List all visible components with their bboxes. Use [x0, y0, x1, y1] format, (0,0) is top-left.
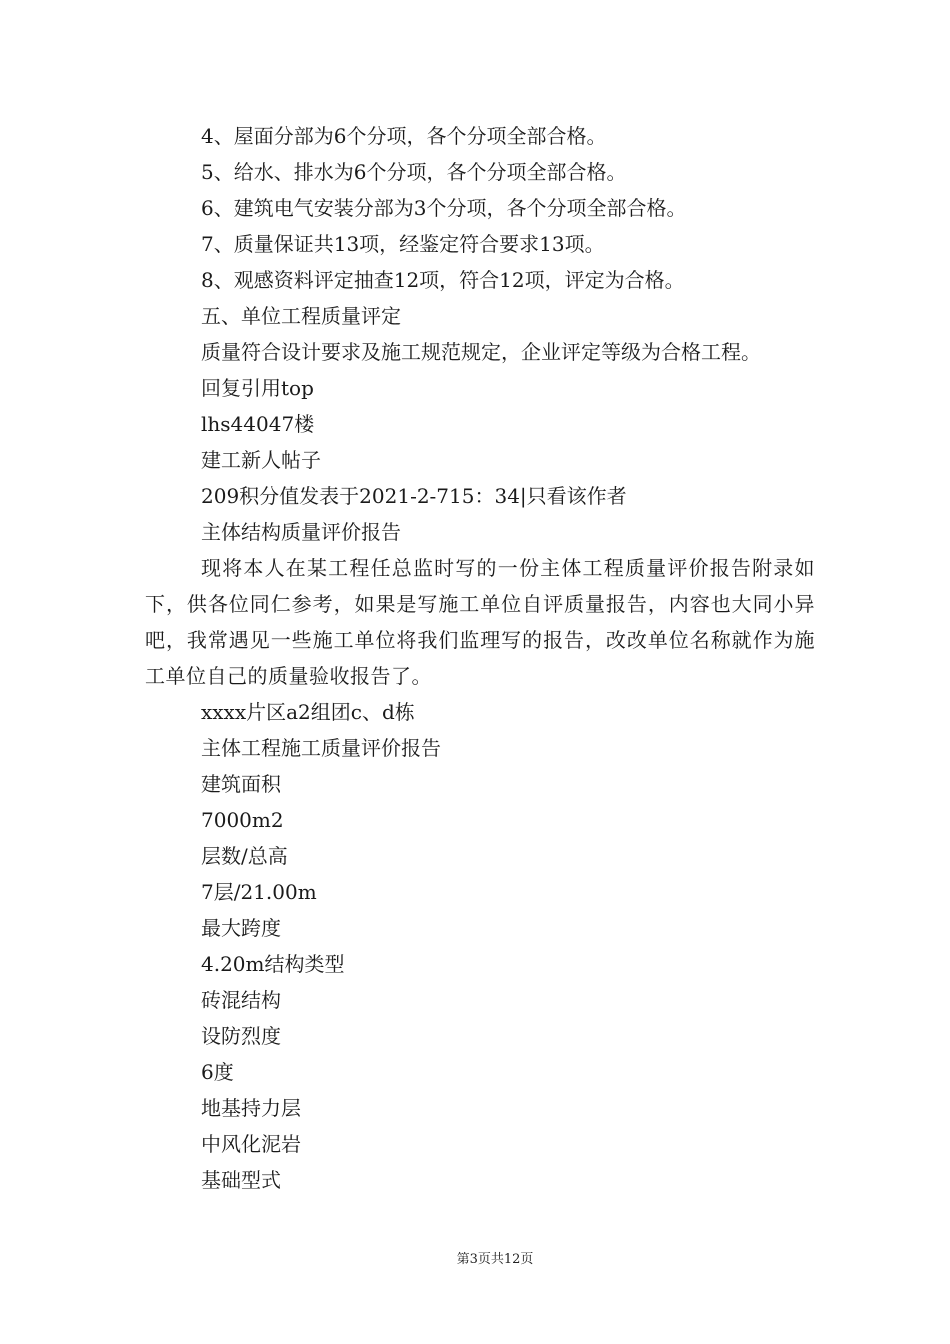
field-label: 地基持力层 — [201, 1096, 301, 1120]
user-rank-label: 建工新人帖子 — [201, 448, 321, 472]
page-footer — [0, 1248, 950, 1267]
section-heading: 五、单位工程质量评定 — [201, 304, 401, 328]
text-line: 6、建筑电气安装分部为3个分项，各个分项全部合格。 — [201, 196, 687, 220]
text-line: 7、质量保证共13项，经鉴定符合要求13项。 — [201, 232, 605, 256]
field-label: 层数/总高 — [201, 844, 288, 868]
text-line: xxxx片区a2组团c、d栋 — [201, 700, 415, 724]
field-value: 7层/21.00m — [201, 880, 317, 904]
report-title: 主体工程施工质量评价报告 — [201, 736, 441, 760]
field-value: 砖混结构 — [201, 988, 281, 1012]
post-title: 主体结构质量评价报告 — [201, 520, 401, 544]
text-line: 质量符合设计要求及施工规范规定，企业评定等级为合格工程。 — [201, 340, 761, 364]
text-line: 8、观感资料评定抽查12项，符合12项，评定为合格。 — [201, 268, 685, 292]
reply-quote-top-link[interactable]: 回复引用top — [201, 376, 314, 400]
field-value: 4.20m结构类型 — [201, 952, 345, 976]
field-label: 建筑面积 — [201, 772, 281, 796]
field-label: 基础型式 — [201, 1168, 281, 1192]
post-meta-line: 209积分值发表于2021-2-715：34|只看该作者 — [201, 484, 627, 508]
text-line: 5、给水、排水为6个分项，各个分项全部合格。 — [201, 160, 627, 184]
page-content — [145, 118, 815, 1198]
field-value: 7000m2 — [201, 808, 284, 832]
field-value: 中风化泥岩 — [201, 1132, 301, 1156]
text-line: 4、屋面分部为6个分项，各个分项全部合格。 — [201, 124, 607, 148]
field-value: 6度 — [201, 1060, 234, 1084]
field-label: 设防烈度 — [201, 1024, 281, 1048]
field-label: 最大跨度 — [201, 916, 281, 940]
post-floor-label: lhs44047楼 — [201, 412, 315, 436]
page-number: 第3页共12页 — [456, 1252, 534, 1267]
body-paragraph: 现将本人在某工程任总监时写的一份主体工程质量评价报告附录如下，供各位同仁参考，如果是写施工单位自评质量报告，内容也大同小异吧，我常遇见一些施工单位将我们监理写的报告，改改单位名称就作为施工单位自己的质量验收报告了。 — [145, 556, 815, 688]
